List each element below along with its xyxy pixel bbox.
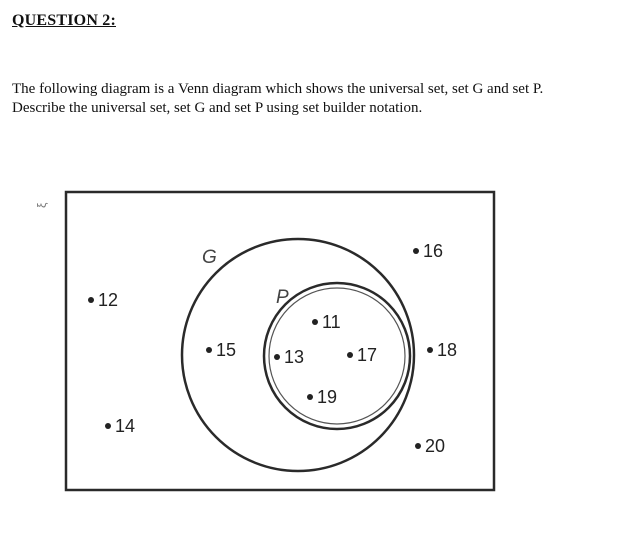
- element-label: 18: [437, 340, 458, 360]
- element-label: 13: [284, 347, 305, 367]
- element-16: [413, 241, 443, 261]
- element-13: [274, 347, 304, 367]
- set-g-label: G: [202, 247, 217, 268]
- element-label: 16: [423, 241, 444, 261]
- element-dot: [427, 347, 433, 353]
- element-dot: [307, 394, 313, 400]
- element-11: [312, 312, 341, 332]
- element-label: 15: [216, 340, 237, 360]
- element-dot: [347, 352, 353, 358]
- set-p-label: P: [276, 287, 289, 308]
- element-dot: [413, 248, 419, 254]
- element-15: [206, 340, 236, 360]
- element-19: [307, 387, 337, 407]
- question-heading: QUESTION 2:: [12, 12, 116, 29]
- element-18: [427, 340, 457, 360]
- element-label: 12: [98, 290, 119, 310]
- element-label: 14: [115, 416, 136, 436]
- universal-set-label: ξ: [35, 202, 49, 208]
- element-label: 11: [322, 312, 341, 332]
- element-dot: [88, 297, 94, 303]
- element-12: [88, 290, 118, 310]
- question-line-1: The following diagram is a Venn diagram which shows the universal set, set G and set P.: [12, 81, 544, 97]
- element-dot: [274, 354, 280, 360]
- element-label: 19: [317, 387, 338, 407]
- element-20: [415, 436, 445, 456]
- element-label: 20: [425, 436, 446, 456]
- element-dot: [312, 319, 318, 325]
- element-dot: [105, 423, 111, 429]
- element-14: [105, 416, 135, 436]
- question-line-2: Describe the universal set, set G and set P using set builder notation.: [12, 100, 423, 116]
- element-label: 17: [357, 345, 378, 365]
- element-dot: [415, 443, 421, 449]
- element-17: [347, 345, 377, 365]
- element-dot: [206, 347, 212, 353]
